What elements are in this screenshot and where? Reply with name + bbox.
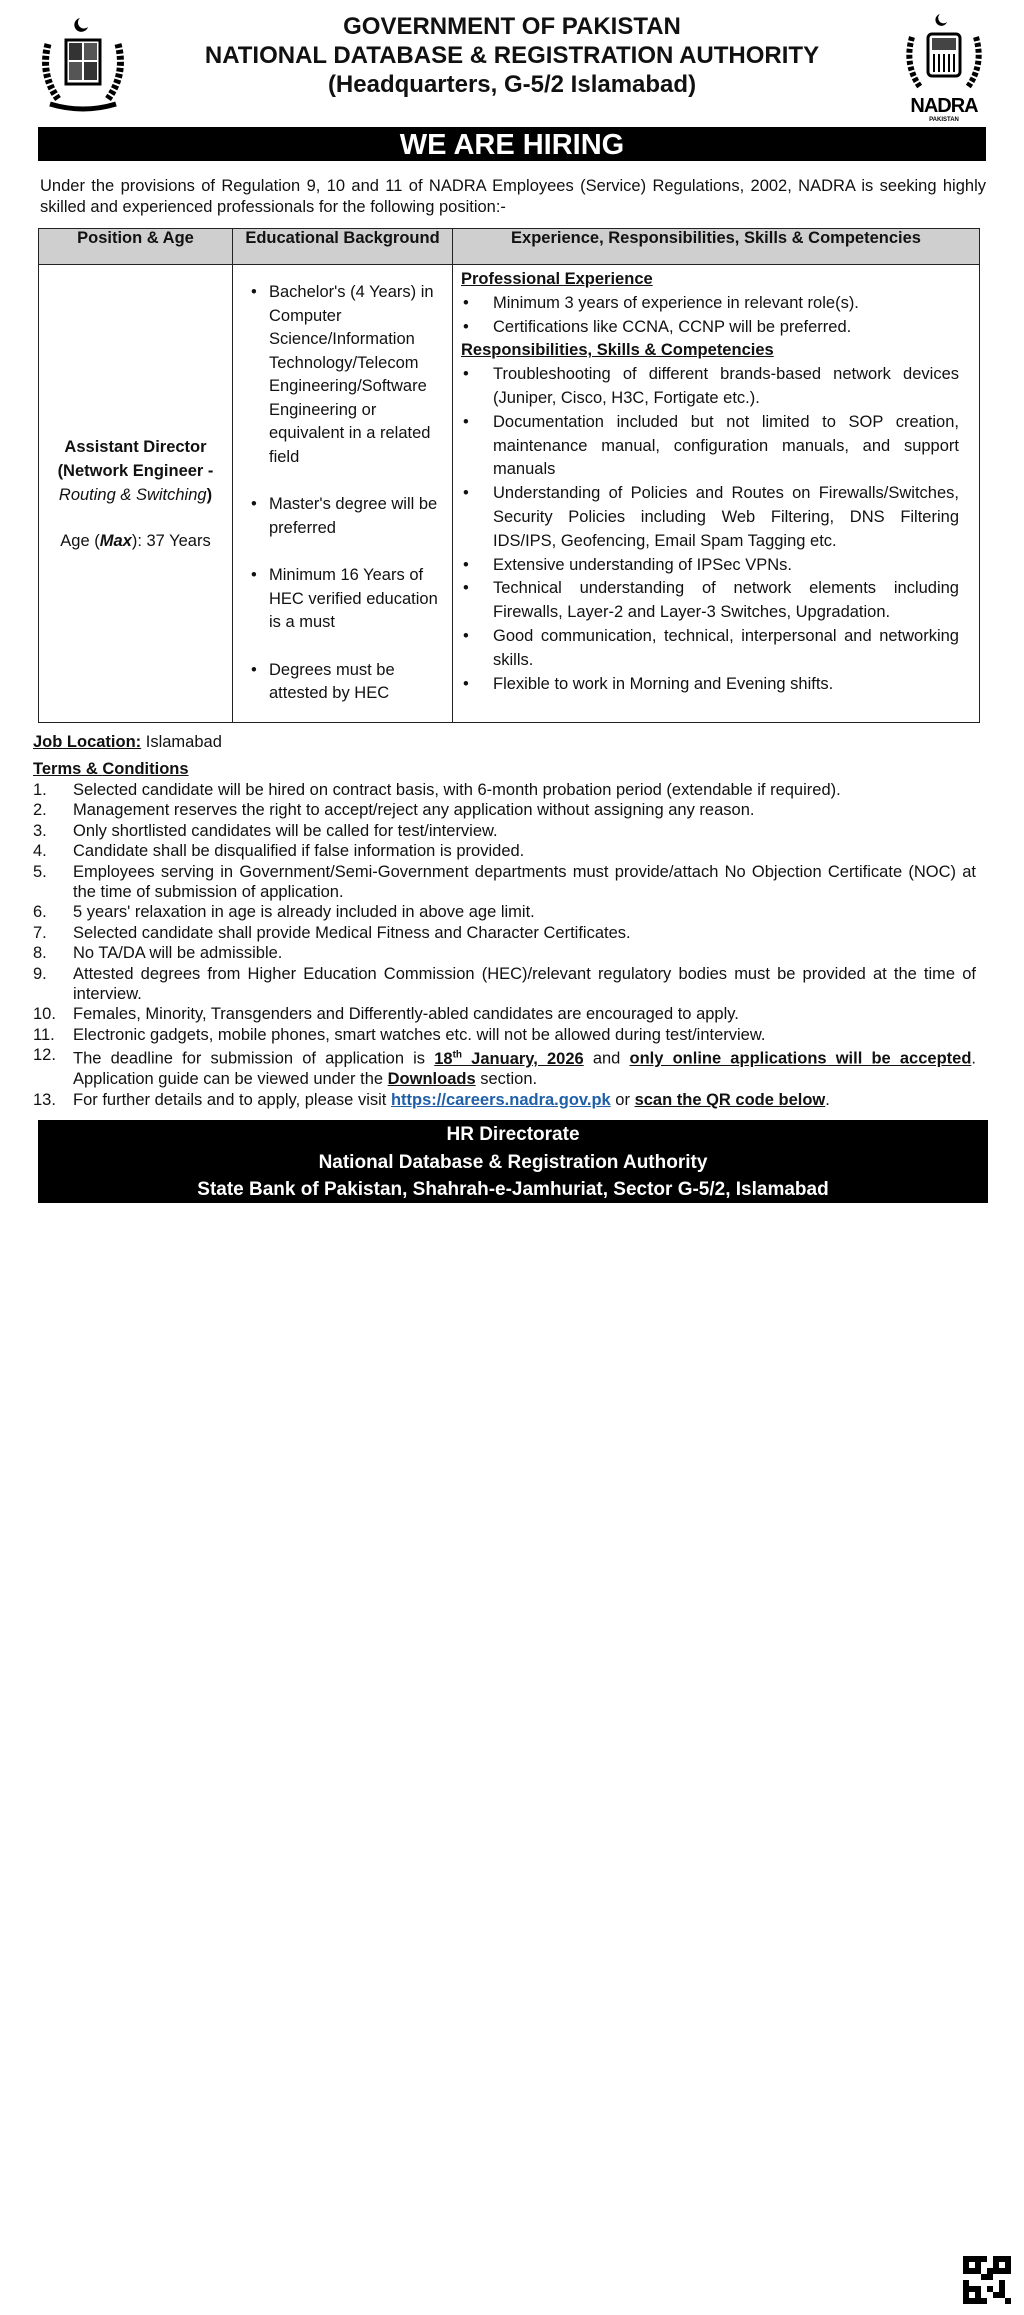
term-text: No TA/DA will be admissible. bbox=[73, 944, 283, 963]
term-text: Attested degrees from Higher Education Commission (HEC)/relevant regulatory bodies must be provided at the time of interview. bbox=[73, 964, 976, 1004]
header-headquarters: (Headquarters, G-5/2 Islamabad) bbox=[327, 71, 697, 98]
page-header bbox=[150, 12, 874, 99]
term-text: Candidate shall be disqualified if false information is provided. bbox=[73, 842, 525, 861]
terms-list bbox=[33, 780, 976, 1110]
term-number: 4. bbox=[33, 842, 47, 861]
government-emblem-icon bbox=[38, 14, 128, 116]
term-item bbox=[33, 1090, 976, 1110]
term-item bbox=[33, 1045, 976, 1089]
term-item bbox=[33, 943, 976, 963]
term-text: The deadline for submission of application is bbox=[73, 1049, 435, 1068]
header-authority: NATIONAL DATABASE & REGISTRATION AUTHORITY bbox=[204, 42, 820, 69]
responsibility-item: • Understanding of Policies and Routes on Firewalls/Switches, Security Policies including Web Filtering, DNS Filtering IDS/IPS, Geofencing, Email Spam Tagging etc. bbox=[461, 482, 959, 553]
term-number: 10. bbox=[33, 1005, 56, 1024]
term-item bbox=[33, 1004, 976, 1024]
responsibility-item: • Technical understanding of network elements including Firewalls, Layer-2 and Layer-3 Switches, Upgradation. bbox=[461, 577, 959, 625]
svg-text:PAKISTAN: PAKISTAN bbox=[929, 117, 959, 123]
experience-item: • Minimum 3 years of experience in relevant role(s). bbox=[461, 292, 959, 316]
term-number: 12. bbox=[33, 1046, 56, 1065]
careers-link[interactable]: https://careers.nadra.gov.pk bbox=[390, 1090, 611, 1109]
term-text: Females, Minority, Transgenders and Differently-abled candidates are encouraged to apply. bbox=[73, 1005, 739, 1024]
education-item: • Master's degree will be preferred bbox=[251, 493, 442, 540]
term-text: or bbox=[610, 1090, 635, 1109]
position-cell bbox=[39, 265, 233, 723]
term-text: For further details and to apply, please visit bbox=[73, 1090, 391, 1109]
term-text: Selected candidate shall provide Medical Fitness and Character Certificates. bbox=[73, 923, 631, 942]
qr-note: scan the QR code below bbox=[634, 1090, 826, 1109]
term-item bbox=[33, 780, 976, 800]
header-position-age: Position & Age bbox=[39, 229, 233, 265]
svg-text:NADRA: NADRA bbox=[910, 95, 978, 117]
term-item bbox=[33, 964, 976, 1005]
online-only-note: only online applications will be accepted bbox=[629, 1049, 972, 1068]
term-number: 9. bbox=[33, 964, 47, 983]
education-item: • Minimum 16 Years of HEC verified education is a must bbox=[251, 564, 442, 635]
responsibility-item: • Documentation included but not limited to SOP creation, maintenance manual, configuration manuals, and support manuals bbox=[461, 411, 959, 482]
job-location: Job Location: Islamabad bbox=[33, 733, 222, 751]
header-experience: Experience, Responsibilities, Skills & Competencies bbox=[453, 229, 980, 265]
term-number: 7. bbox=[33, 923, 47, 942]
nadra-logo-icon bbox=[902, 12, 986, 124]
responsibility-item: • Good communication, technical, interpersonal and networking skills. bbox=[461, 625, 959, 673]
term-number: 1. bbox=[33, 781, 47, 799]
term-item bbox=[33, 821, 976, 841]
term-number: 6. bbox=[33, 903, 47, 922]
responsibility-item: • Flexible to work in Morning and Evening shifts. bbox=[461, 673, 959, 697]
experience-item: • Certifications like CCNA, CCNP will be preferred. bbox=[461, 316, 959, 340]
term-text: . bbox=[825, 1090, 830, 1109]
max-age: Age (Max): 37 Years bbox=[60, 531, 211, 550]
term-text: Management reserves the right to accept/reject any application without assigning any reason. bbox=[73, 801, 755, 820]
term-number: 13. bbox=[33, 1090, 56, 1109]
term-text: and bbox=[583, 1049, 630, 1068]
footer-address bbox=[38, 1120, 988, 1203]
hiring-banner: WE ARE HIRING bbox=[38, 127, 986, 161]
term-item bbox=[33, 902, 976, 922]
education-item: • Bachelor's (4 Years) in Computer Science/Information Technology/Telecom Engineering/Software Engineering or equivalent in a related field bbox=[251, 281, 442, 469]
term-item bbox=[33, 923, 976, 943]
term-number: 11. bbox=[33, 1025, 55, 1044]
experience-heading: Professional Experience bbox=[461, 270, 653, 288]
term-text: Electronic gadgets, mobile phones, smart watches etc. will not be allowed during test/interview. bbox=[73, 1025, 766, 1044]
responsibilities-heading: Responsibilities, Skills & Competencies bbox=[461, 341, 774, 360]
deadline-date: 18th January, 2026 bbox=[434, 1049, 584, 1068]
table-header-row bbox=[39, 229, 980, 265]
term-text: Employees serving in Government/Semi-Government departments must provide/attach No Objection Certificate (NOC) at the time of submission of application. bbox=[73, 862, 976, 902]
term-number: 5. bbox=[33, 862, 47, 881]
experience-cell bbox=[453, 265, 980, 723]
header-government: GOVERNMENT OF PAKISTAN bbox=[343, 13, 681, 40]
term-text: section. bbox=[475, 1070, 538, 1089]
term-item bbox=[33, 862, 976, 903]
term-text: 5 years' relaxation in age is already included in above age limit. bbox=[73, 903, 535, 922]
position-title: Assistant Director (Network Engineer - Routing & Switching) bbox=[57, 437, 214, 504]
term-text: Selected candidate will be hired on contract basis, with 6-month probation period (extendable if required). bbox=[73, 781, 841, 799]
intro-paragraph: Under the provisions of Regulation 9, 10 and 11 of NADRA Employees (Service) Regulations, 2002, NADRA is seeking highly skilled and experienced professionals for the following position:- bbox=[40, 177, 986, 216]
responsibility-item: • Extensive understanding of IPSec VPNs. bbox=[461, 554, 959, 578]
responsibility-item: • Troubleshooting of different brands-based network devices (Juniper, Cisco, H3C, Fortigate etc.). bbox=[461, 363, 959, 411]
term-number: 2. bbox=[33, 801, 47, 820]
downloads-section: Downloads bbox=[387, 1070, 476, 1089]
term-number: 8. bbox=[33, 944, 47, 963]
table-row bbox=[39, 265, 980, 723]
term-item bbox=[33, 800, 976, 820]
term-item bbox=[33, 1025, 976, 1045]
footer-directorate: HR Directorate bbox=[446, 1124, 580, 1145]
term-text: Only shortlisted candidates will be called for test/interview. bbox=[73, 821, 498, 840]
header-education: Educational Background bbox=[233, 229, 453, 265]
footer-address-line: State Bank of Pakistan, Shahrah-e-Jamhuriat, Sector G-5/2, Islamabad bbox=[197, 1179, 829, 1200]
terms-heading: Terms & Conditions bbox=[33, 760, 189, 778]
term-number: 3. bbox=[33, 821, 47, 840]
position-table bbox=[38, 228, 980, 723]
term-item bbox=[33, 841, 976, 861]
education-cell bbox=[233, 265, 453, 723]
qr-code-icon[interactable] bbox=[960, 2251, 1014, 2309]
education-item: • Degrees must be attested by HEC bbox=[251, 659, 442, 706]
footer-authority: National Database & Registration Authority bbox=[318, 1151, 708, 1173]
term-text: . Application guide can be viewed under the bbox=[73, 1049, 976, 1089]
